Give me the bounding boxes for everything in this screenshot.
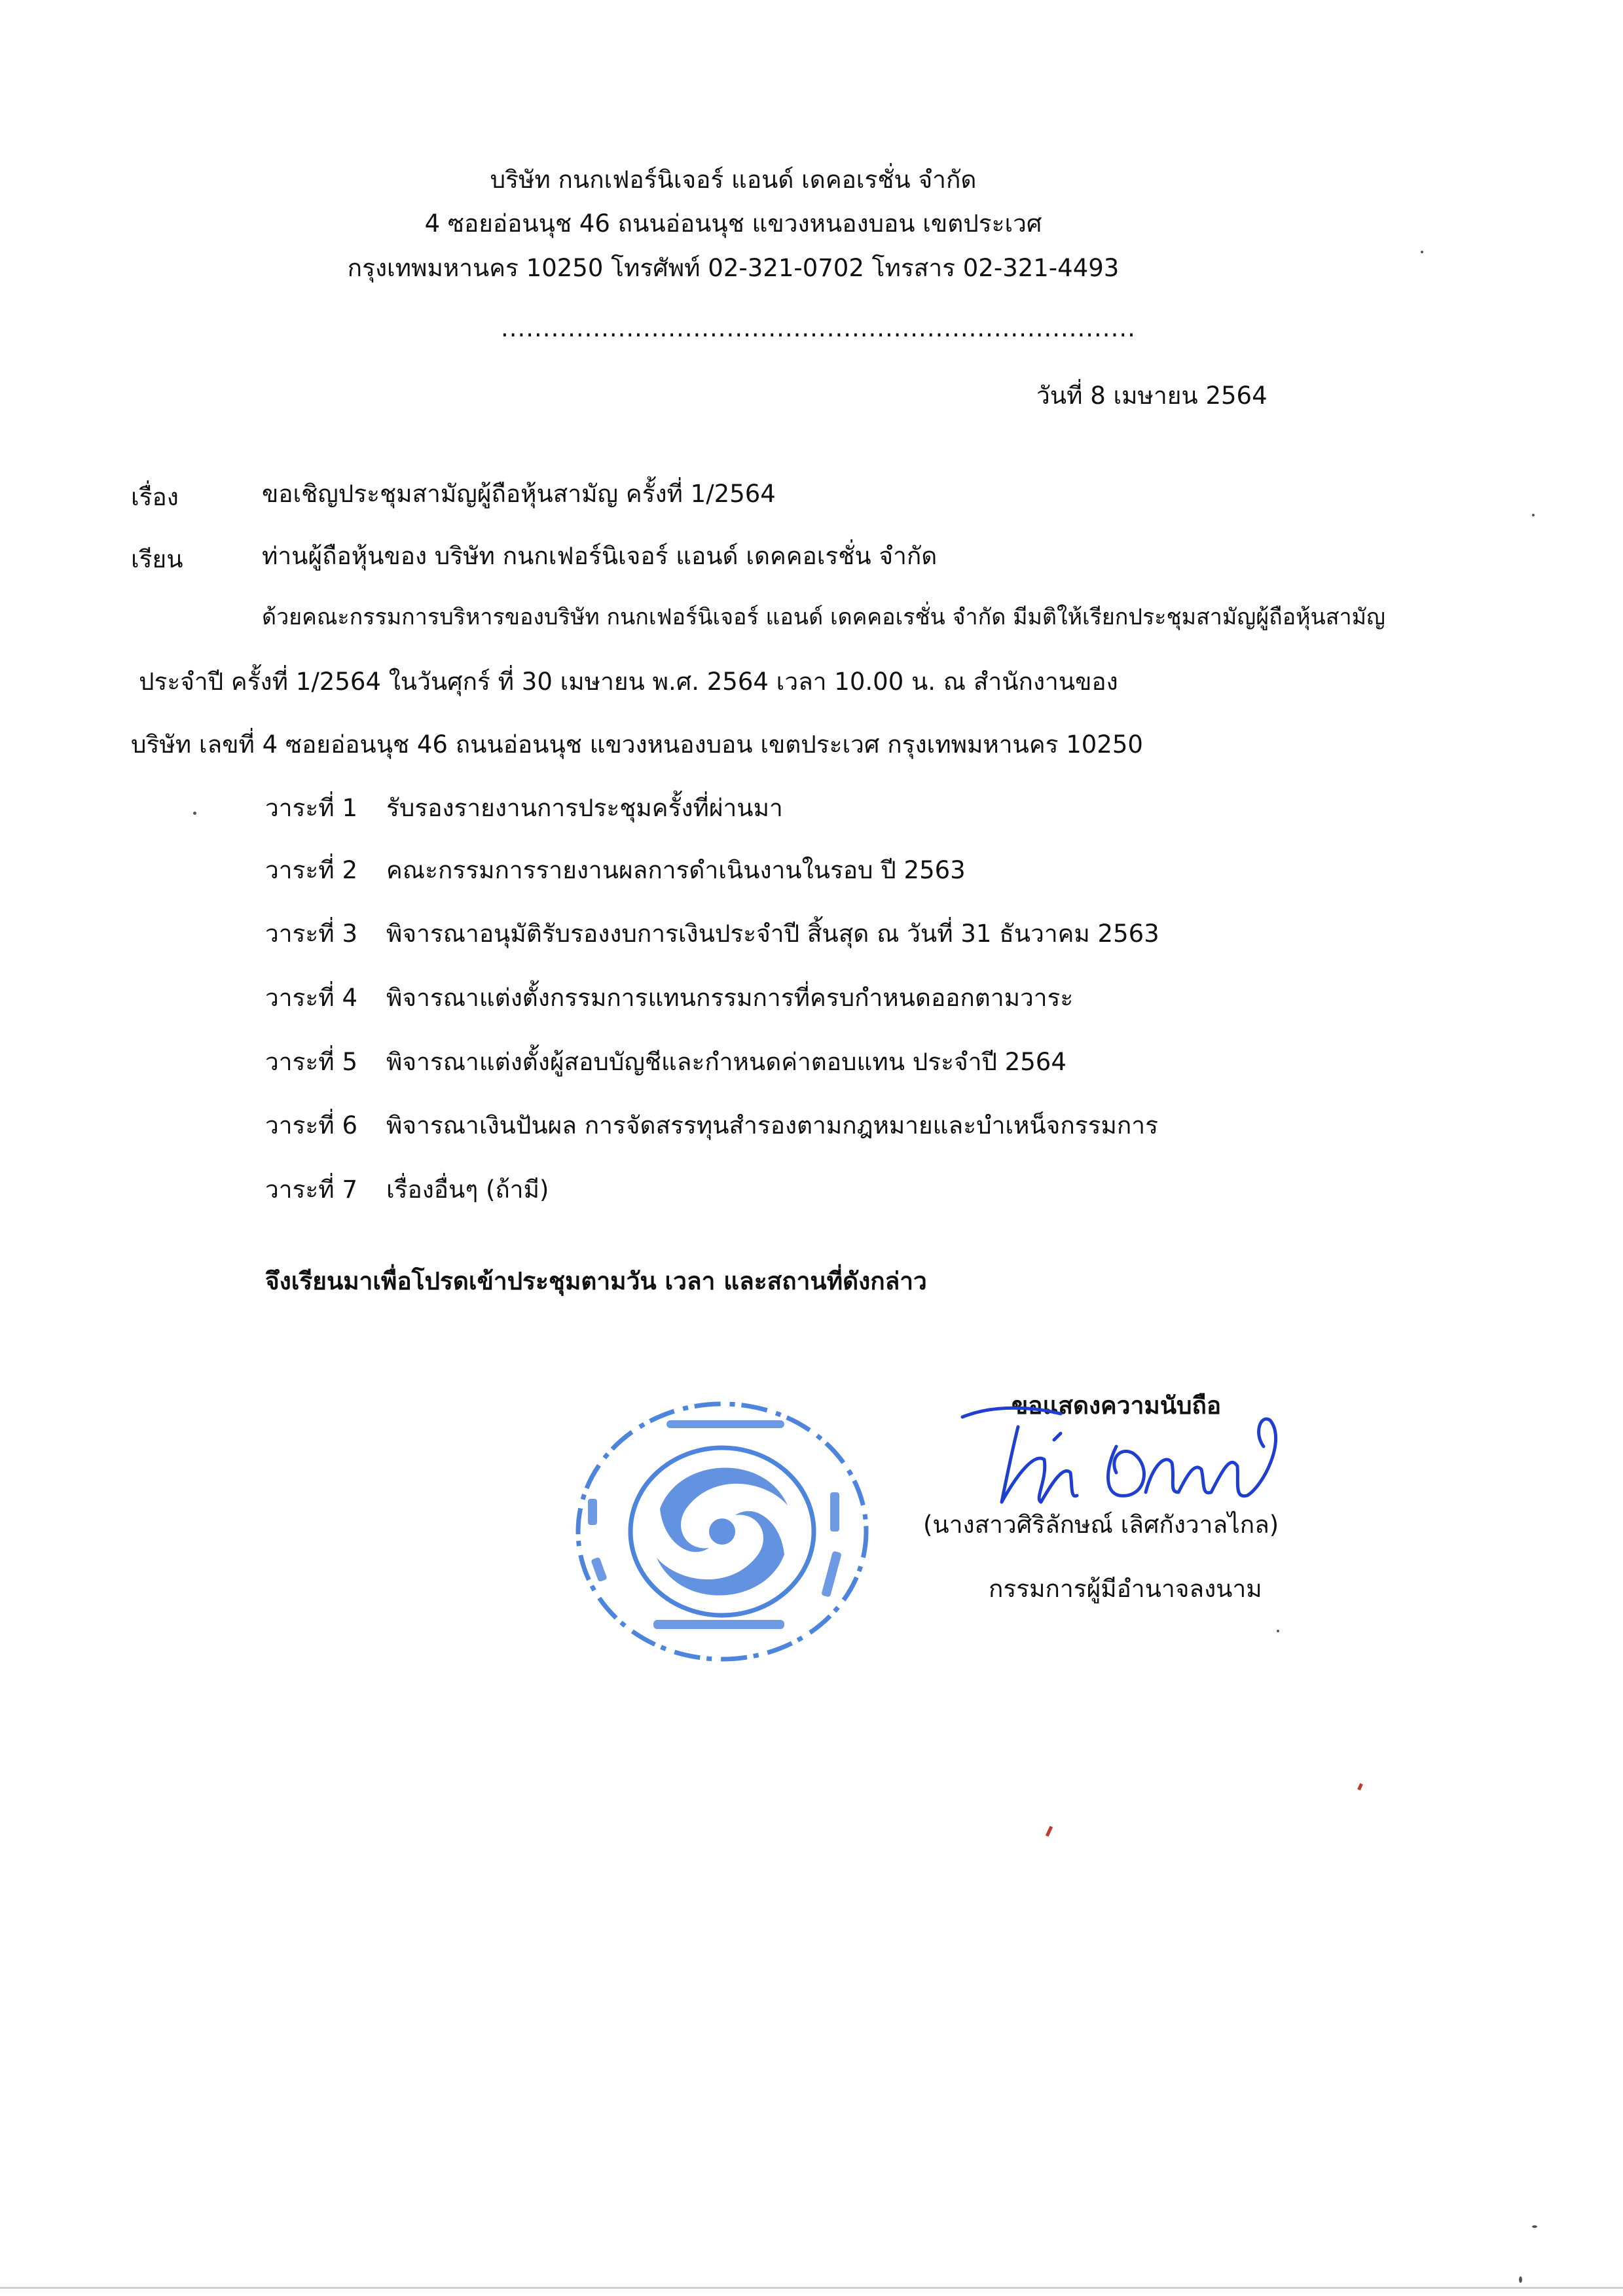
body-line-2: ประจำปี ครั้งที่ 1/2564 ในวันศุกร์ ที่ 30 เมษายน พ.ศ. 2564 เวลา 10.00 น. ณ สำนักงานของ [139, 668, 1118, 696]
agenda-item [265, 914, 1159, 953]
scan-speck [1532, 514, 1535, 516]
agenda-number: วาระที่ 4 [265, 984, 357, 1012]
handwritten-signature-icon [956, 1388, 1303, 1525]
agenda-text: พิจารณาเงินปันผล การจัดสรรทุนสำรองตามกฎหมายและบำเหน็จกรรมการ [386, 1111, 1158, 1139]
agenda-number: วาระที่ 1 [265, 794, 357, 822]
body-line-3: บริษัท เลขที่ 4 ซอยอ่อนนุช 46 ถนนอ่อนนุช แขวงหนองบอน เขตประเวศ กรุงเทพมหานคร 10250 [131, 730, 1143, 759]
agenda-text: เรื่องอื่นๆ (ถ้ามี) [386, 1175, 549, 1204]
agenda-text: พิจารณาแต่งตั้งผู้สอบบัญชีและกำหนดค่าตอบแทน ประจำปี 2564 [386, 1048, 1067, 1076]
regards-text: ขอแสดงความนับถือ [1012, 1391, 1222, 1420]
signatory-position: กรรมการผู้มีอำนาจลงนาม [989, 1575, 1262, 1603]
subject-text: ขอเชิญประชุมสามัญผู้ถือหุ้นสามัญ ครั้งที่ 1/2564 [262, 480, 776, 508]
agenda-number: วาระที่ 7 [265, 1175, 357, 1204]
company-contact: กรุงเทพมหานคร 10250 โทรศัพท์ 02-321-0702 โทรสาร 02-321-4493 [347, 254, 1120, 282]
closing-statement: จึงเรียนมาเพื่อโปรดเข้าประชุมตามวัน เวลา และสถานที่ดังกล่าว [265, 1267, 927, 1295]
scan-speck [1519, 2276, 1522, 2283]
agenda-item [265, 1170, 549, 1209]
scan-speck [1277, 1630, 1279, 1632]
subject-label: เรื่อง [131, 483, 179, 511]
agenda-item [265, 1043, 1067, 1081]
agenda-text: พิจารณาแต่งตั้งกรรมการแทนกรรมการที่ครบกำหนดออกตามวาระ [386, 984, 1074, 1012]
agenda-number: วาระที่ 6 [265, 1111, 357, 1139]
header-separator: ............................................................................ [501, 314, 1136, 342]
company-address: 4 ซอยอ่อนนุช 46 ถนนอ่อนนุช แขวงหนองบอน เขตประเวศ [424, 209, 1042, 238]
signatory-name: (นางสาวศิริลักษณ์ เลิศกังวาลไกล) [923, 1511, 1279, 1539]
agenda-text: รับรองรายงานการประชุมครั้งที่ผ่านมา [386, 794, 783, 822]
scan-speck [193, 812, 196, 815]
scan-edge-line [0, 2287, 1623, 2289]
letter-date: วันที่ 8 เมษายน 2564 [1036, 382, 1267, 410]
recipient-label: เรียน [131, 545, 183, 573]
agenda-number: วาระที่ 3 [265, 920, 357, 948]
agenda-text: คณะกรรมการรายงานผลการดำเนินงานในรอบ ปี 2563 [386, 856, 966, 884]
agenda-item [265, 789, 783, 827]
scan-speck [1532, 2225, 1537, 2228]
company-name: บริษัท กนกเฟอร์นิเจอร์ แอนด์ เดคอเรชั่น จำกัด [490, 166, 977, 194]
agenda-number: วาระที่ 5 [265, 1048, 357, 1076]
body-line-1: ด้วยคณะกรรมการบริหารของบริษัท กนกเฟอร์นิเจอร์ แอนด์ เดคคอเรชั่น จำกัด มีมติให้เรียกประชุมสามัญผู้ถือหุ้นสามัญ [262, 604, 1386, 630]
scan-speck [1421, 251, 1423, 253]
agenda-item [265, 851, 966, 889]
ink-mark [1046, 1826, 1053, 1837]
ink-mark [1357, 1783, 1363, 1790]
agenda-item [265, 978, 1073, 1017]
company-stamp-icon [568, 1394, 876, 1669]
agenda-text: พิจารณาอนุมัติรับรองงบการเงินประจำปี สิ้นสุด ณ วันที่ 31 ธันวาคม 2563 [386, 920, 1159, 948]
recipient-text: ท่านผู้ถือหุ้นของ บริษัท กนกเฟอร์นิเจอร์ แอนด์ เดคคอเรชั่น จำกัด [262, 542, 938, 570]
agenda-number: วาระที่ 2 [265, 856, 357, 884]
agenda-item [265, 1106, 1158, 1145]
